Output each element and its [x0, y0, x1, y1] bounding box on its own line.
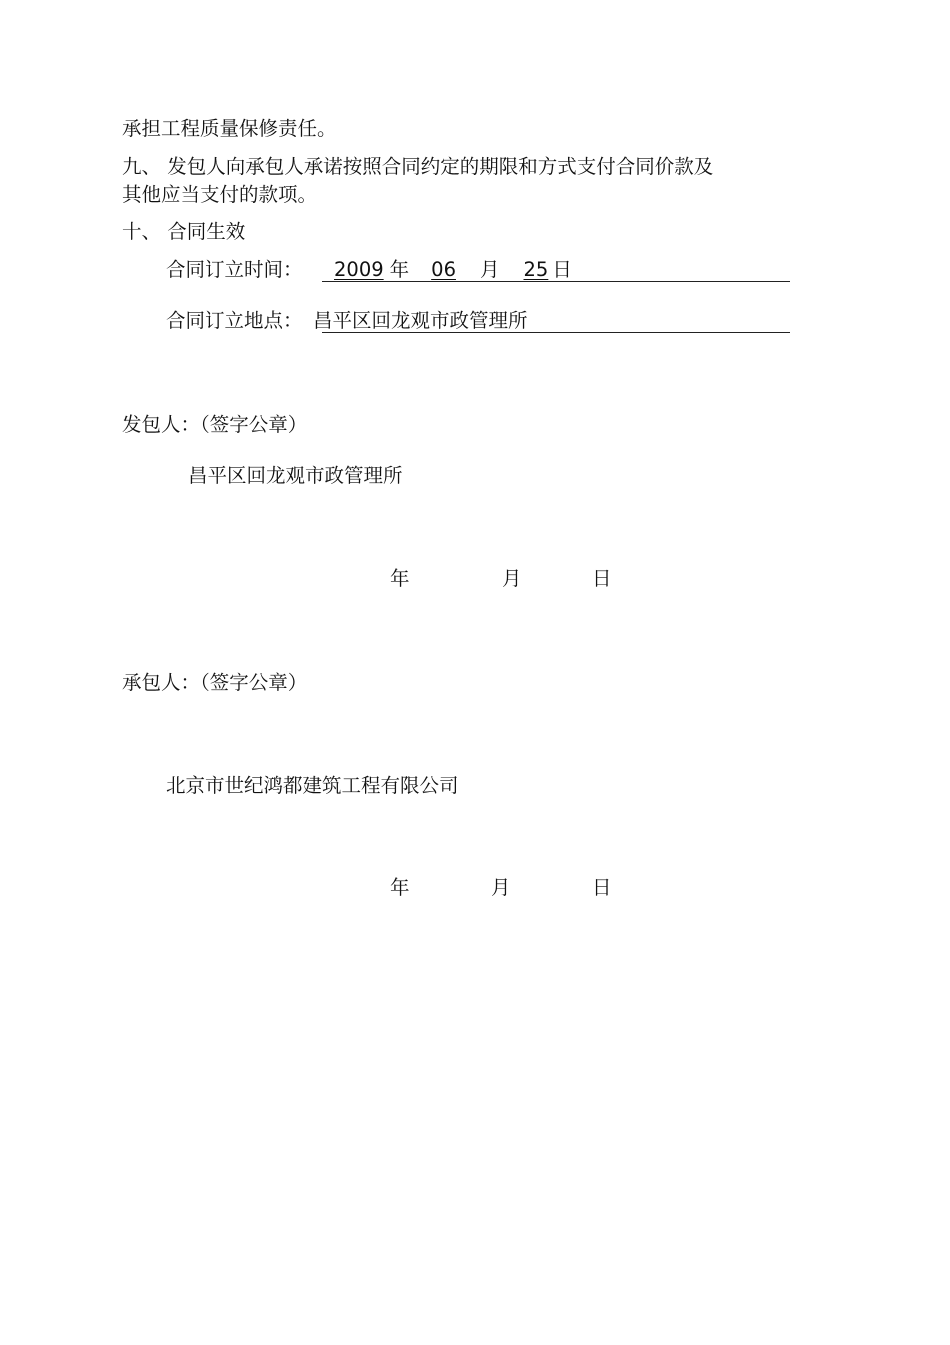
signing-month-unit: 月 [479, 258, 500, 281]
contractor-name: 北京市世纪鸿都建筑工程有限公司 [166, 774, 459, 797]
clause-ten-heading: 十、 合同生效 [122, 220, 246, 243]
contractor-date-year: 年 [390, 876, 410, 899]
employer-label: 发包人：（签字公章） [122, 413, 308, 436]
signing-year: 2009 [334, 258, 384, 281]
employer-date-day: 日 [592, 567, 612, 590]
signing-year-unit: 年 [389, 258, 410, 281]
signing-time-label: 合同订立时间： [166, 258, 303, 281]
signing-place-label: 合同订立地点： [166, 309, 303, 332]
clause-nine-line1: 九、 发包人向承包人承诺按照合同约定的期限和方式支付合同价款及 [122, 155, 714, 178]
employer-date-year: 年 [390, 567, 410, 590]
signing-place-value: 昌平区回龙观市政管理所 [313, 309, 528, 332]
clause-nine-line2: 其他应当支付的款项。 [122, 183, 318, 206]
contractor-date-month: 月 [491, 876, 511, 899]
signing-time-underline [322, 281, 790, 282]
signing-day-unit: 日 [552, 258, 572, 281]
signing-time-field [322, 258, 572, 282]
clause-continuation: 承担工程质量保修责任。 [122, 117, 337, 140]
employer-name: 昌平区回龙观市政管理所 [188, 464, 403, 487]
contractor-label: 承包人：（签字公章） [122, 671, 308, 694]
signing-month: 06 [431, 258, 456, 281]
contractor-date-day: 日 [592, 876, 612, 899]
employer-date-month: 月 [502, 567, 522, 590]
signing-day: 25 [523, 258, 549, 281]
signing-place-underline [322, 332, 790, 333]
